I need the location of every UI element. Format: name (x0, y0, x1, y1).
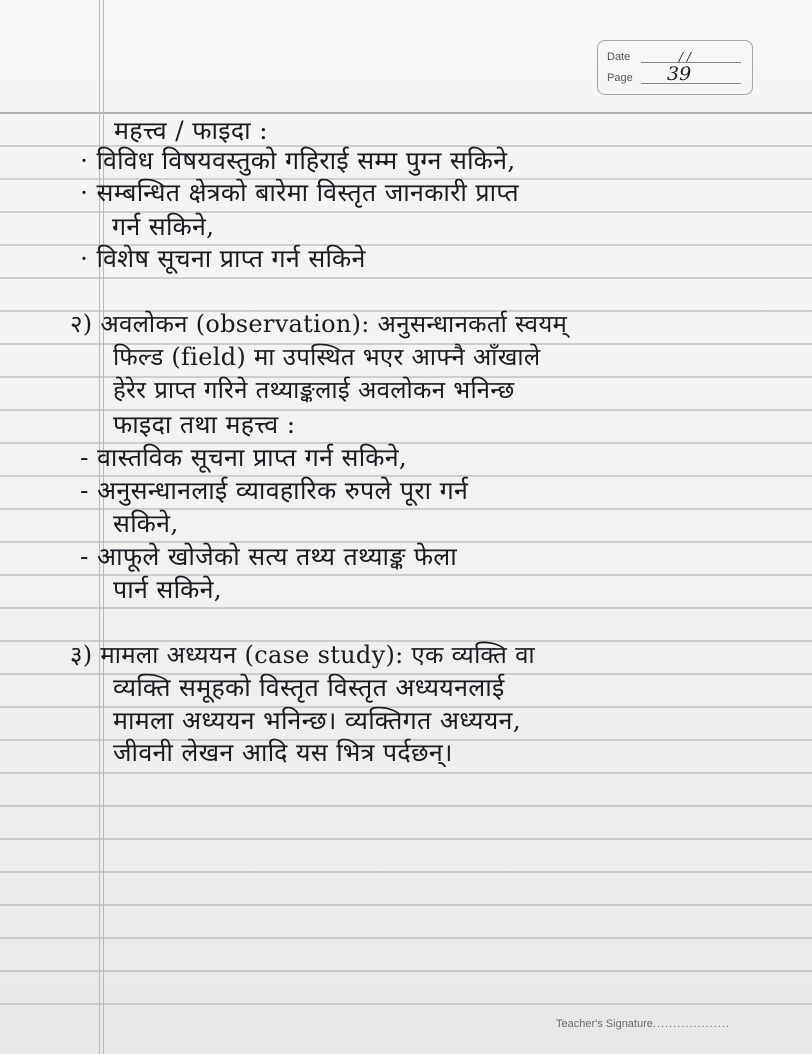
note-line: २) अवलोकन (observation): अनुसन्धानकर्ता स्वयम् (70, 310, 568, 338)
note-line: हेरेर प्राप्त गरिने तथ्याङ्कलाई अवलोकन भनिन्छ (113, 376, 515, 404)
note-line: · विविध विषयवस्तुको गहिराई सम्म पुग्न सकिने, (80, 146, 516, 175)
note-line: जीवनी लेखन आदि यस भित्र पर्दछन्। (113, 738, 453, 767)
date-value: / / (679, 50, 691, 64)
note-line: ३) मामला अध्ययन (case study): एक व्यक्ति वा (70, 641, 535, 669)
teacher-signature-label: Teacher's Signature (556, 1018, 653, 1030)
note-line: व्यक्ति समूहको विस्तृत विस्तृत अध्ययनलाई (113, 673, 505, 702)
note-line: पार्न सकिने, (113, 575, 222, 604)
date-row (607, 48, 741, 63)
page-number: 39 (667, 63, 692, 85)
date-page-box (597, 40, 753, 95)
note-line: महत्त्व / फाइदा : (114, 116, 268, 145)
note-line: फिल्ड (field) मा उपस्थित भएर आफ्नै आँखाले (113, 343, 541, 371)
note-line: - वास्तविक सूचना प्राप्त गर्न सकिने, (80, 443, 408, 472)
note-line: मामला अध्ययन भनिन्छ। व्यक्तिगत अध्ययन, (113, 706, 521, 735)
teacher-signature-dots: ................... (652, 1018, 730, 1030)
page-row (607, 63, 741, 85)
note-line: · विशेष सूचना प्राप्त गर्न सकिने (80, 244, 366, 273)
note-line: फाइदा तथा महत्त्व : (113, 410, 296, 439)
note-line: गर्न सकिने, (112, 212, 215, 241)
teacher-signature (556, 1018, 730, 1030)
date-label: Date (607, 51, 631, 63)
note-line: · सम्बन्धित क्षेत्रको बारेमा विस्तृत जानकारी प्राप्त (80, 178, 519, 207)
page-label: Page (607, 72, 633, 84)
note-line: - अनुसन्धानलाई व्यावहारिक रुपले पूरा गर्न (80, 476, 469, 505)
note-line: सकिने, (113, 509, 179, 538)
note-line: - आफूले खोजेको सत्य तथ्य तथ्याङ्क फेला (80, 542, 458, 571)
